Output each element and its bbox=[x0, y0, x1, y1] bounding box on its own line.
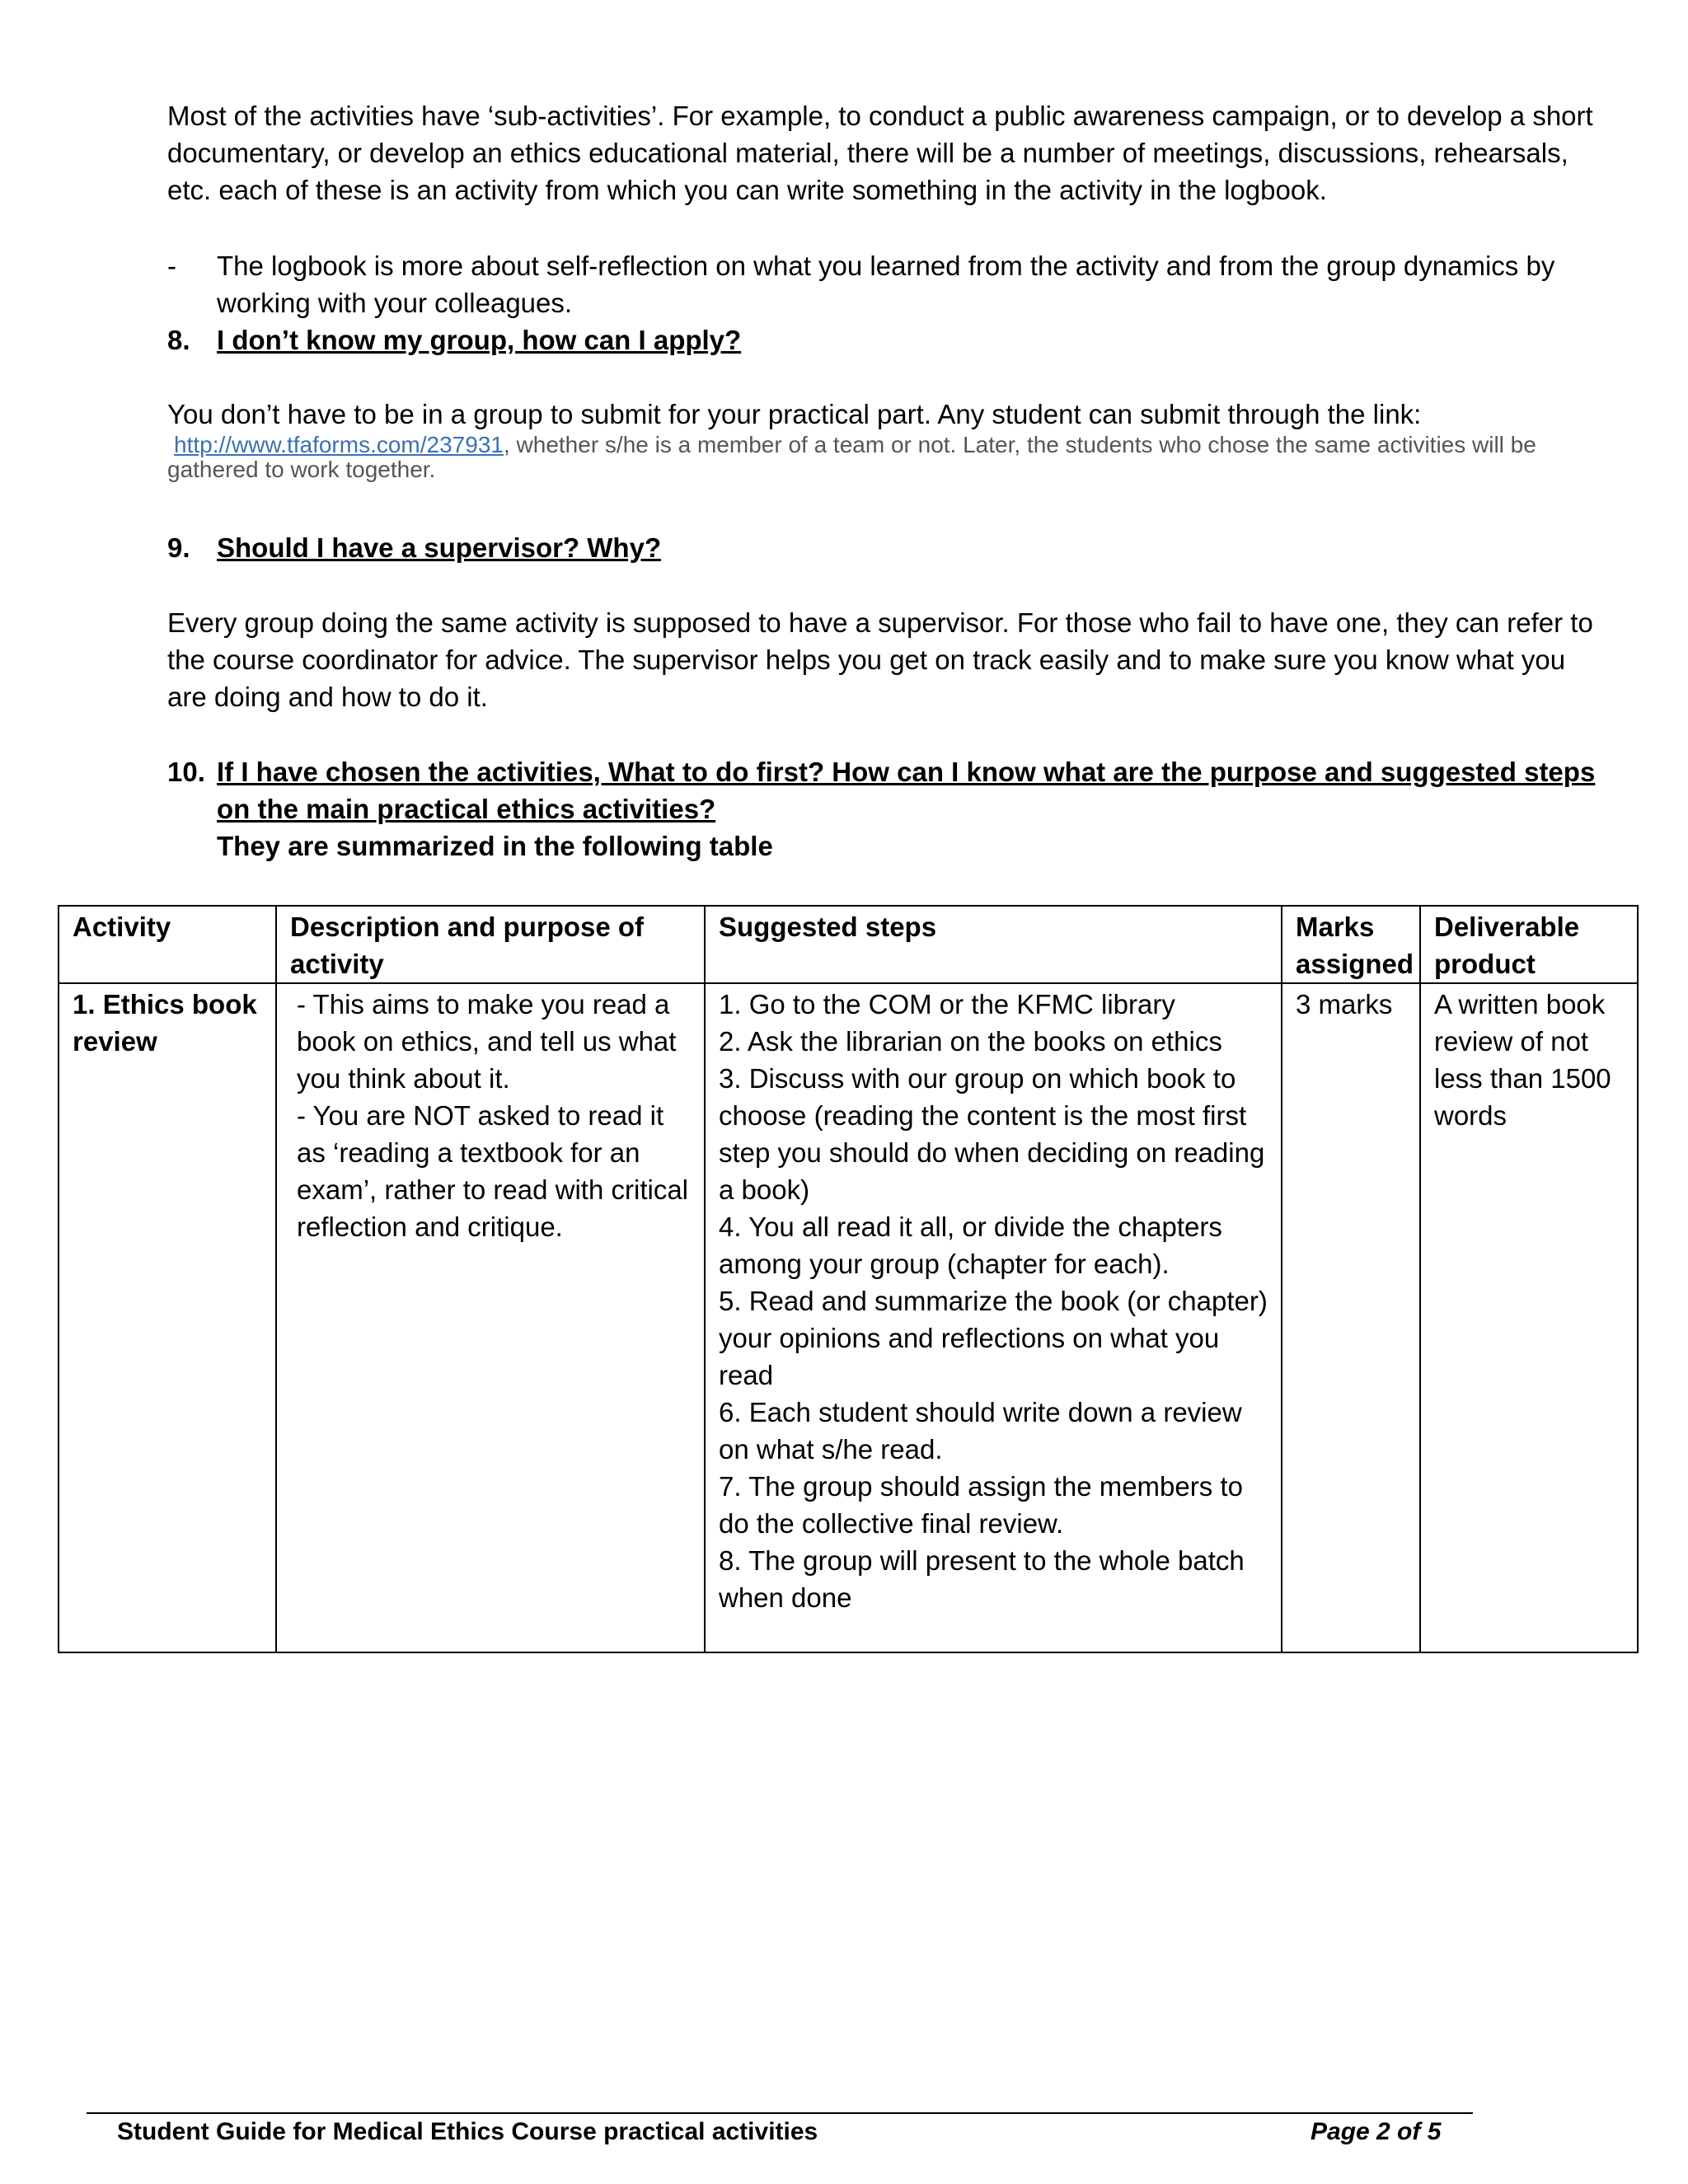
cell-steps bbox=[705, 983, 1282, 1652]
step-item: 6. Each student should write down a review on what s/he read. bbox=[719, 1397, 1242, 1465]
question-10-heading: If I have chosen the activities, What to do first? How can I know what are the purpose and suggested steps on the main practical ethics activities? bbox=[217, 757, 1596, 824]
question-10-subtitle: They are summarized in the following table bbox=[217, 831, 773, 861]
cell-description bbox=[276, 983, 705, 1652]
cell-marks: 3 marks bbox=[1282, 983, 1420, 1652]
header-description: Description and purpose of activity bbox=[276, 906, 705, 983]
question-9-heading: Should I have a supervisor? Why? bbox=[217, 532, 662, 563]
footer-title: Student Guide for Medical Ethics Course practical activities bbox=[117, 2118, 818, 2145]
question-8-answer-cont: , whether s/he is a member of a team or not. Later, the students who chose the same activities will be gathered to work together. bbox=[167, 432, 1536, 482]
step-item: 7. The group should assign the members to do the collective final review. bbox=[719, 1471, 1243, 1539]
step-item: 2. Ask the librarian on the books on ethics bbox=[719, 1026, 1222, 1057]
description-item: - This aims to make you read a book on ethics, and tell us what you think about it. bbox=[297, 989, 677, 1094]
footer-page-number: Page 2 of 5 bbox=[1311, 2118, 1442, 2145]
description-item: - You are NOT asked to read it as ‘reading a textbook for an exam’, rather to read with critical reflection and critique. bbox=[297, 1100, 689, 1242]
question-8-number: 8. bbox=[167, 325, 190, 355]
step-item: 5. Read and summarize the book (or chapter) your opinions and reflections on what you read bbox=[719, 1286, 1268, 1390]
logbook-note-text: The logbook is more about self-reflection on what you learned from the activity and from the group dynamics by working with your colleagues. bbox=[217, 251, 1555, 318]
header-marks: Marks assigned bbox=[1282, 906, 1420, 983]
question-8-answer: You don’t have to be in a group to submit for your practical part. Any student can submit through the link: bbox=[167, 399, 1422, 429]
step-item: 3. Discuss with our group on which book to choose (reading the content is the most first step you should do when deciding on reading a book) bbox=[719, 1063, 1265, 1205]
question-10-number: 10. bbox=[167, 757, 205, 787]
footer-divider bbox=[87, 2112, 1473, 2114]
table-header-row bbox=[59, 906, 1638, 983]
intro-paragraph: Most of the activities have ‘sub-activities’. For example, to conduct a public awareness campaign, or to develop a short documentary, or develop an ethics educational material, there will be a number of meetings, discussions, rehearsals, etc. each of these is an activity from which you can write something in the activity in the logbook. bbox=[167, 101, 1593, 205]
question-9-number: 9. bbox=[167, 532, 190, 563]
question-8-heading: I don’t know my group, how can I apply? bbox=[217, 325, 742, 355]
step-item: 1. Go to the COM or the KFMC library bbox=[719, 989, 1175, 1019]
cell-deliverable: A written book review of not less than 1500 words bbox=[1420, 983, 1638, 1652]
step-item: 8. The group will present to the whole batch when done bbox=[719, 1545, 1245, 1613]
header-steps: Suggested steps bbox=[705, 906, 1282, 983]
header-deliverable: Deliverable product bbox=[1420, 906, 1638, 983]
question-9-answer: Every group doing the same activity is supposed to have a supervisor. For those who fail to have one, they can refer to the course coordinator for advice. The supervisor helps you get on track easily and to make sure you know what you are doing and how to do it. bbox=[167, 607, 1593, 712]
dash-marker: - bbox=[167, 251, 176, 281]
cell-activity: 1. Ethics book review bbox=[59, 983, 276, 1652]
step-item: 4. You all read it all, or divide the chapters among your group (chapter for each). bbox=[719, 1212, 1222, 1279]
activities-table bbox=[58, 905, 1639, 1653]
header-activity: Activity bbox=[59, 906, 276, 983]
question-8-link-line bbox=[167, 433, 1618, 482]
table-row bbox=[59, 983, 1638, 1652]
submission-link[interactable]: http://www.tfaforms.com/237931 bbox=[174, 432, 504, 457]
